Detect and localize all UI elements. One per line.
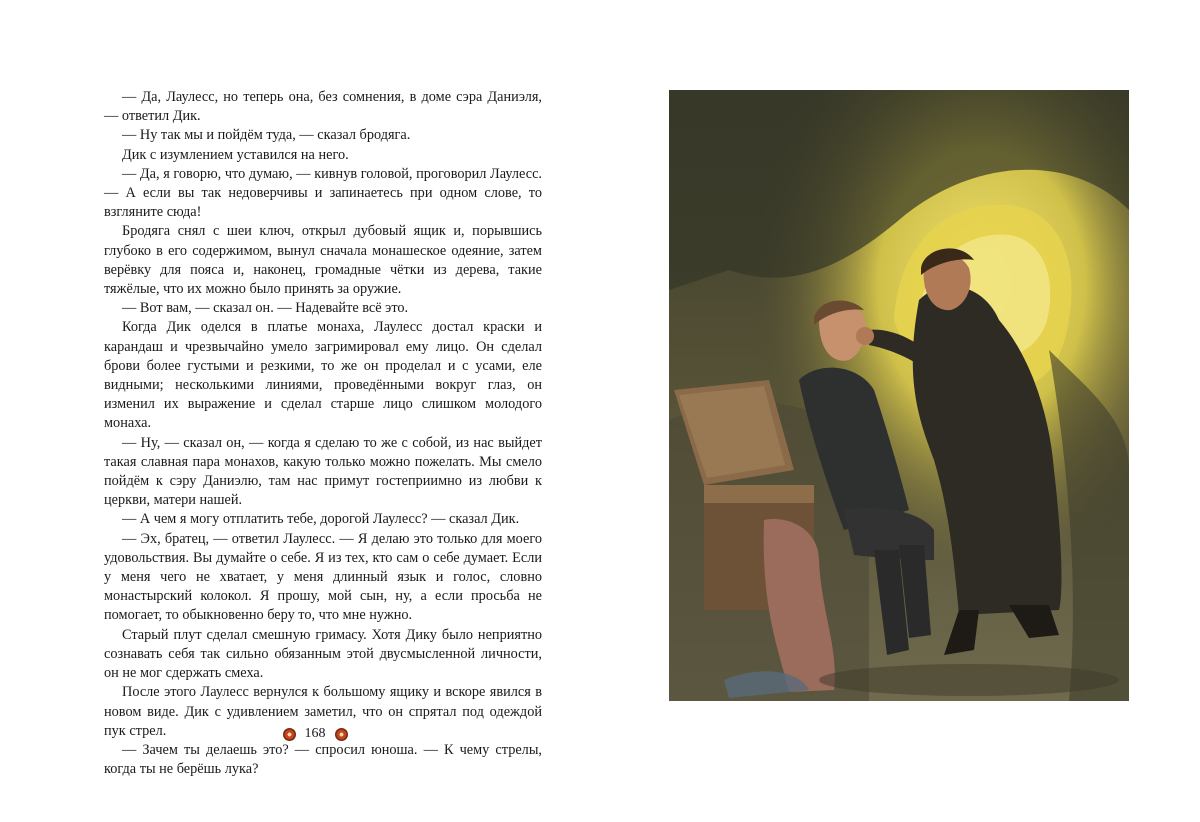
illustration bbox=[669, 90, 1129, 701]
ornament-right-icon bbox=[335, 728, 348, 741]
paragraph: Дик с изумлением уставился на него. bbox=[122, 146, 349, 163]
paragraph: После этого Лаулесс вернулся к большому ящику и вскоре явился в новом виде. Дик с удивлением заметил, что он спрятал под одеждой пук стрел. bbox=[104, 684, 542, 739]
paragraph: — Да, я говорю, что думаю, — кивнув головой, проговорил Лаулесс. — А если вы так недоверчивы и запинаетесь при одном слове, то взгляните сюда! bbox=[104, 165, 542, 221]
paragraph: — Да, Лаулесс, но теперь она, без сомнения, в доме сэра Даниэля, — ответил Дик. bbox=[104, 89, 542, 125]
page-number-text: 168 bbox=[304, 726, 326, 741]
page-number bbox=[270, 724, 360, 744]
cave-painting bbox=[669, 90, 1129, 701]
paragraph: — Эх, братец, — ответил Лаулесс. — Я делаю это только для моего удовольствия. Вы думайте о себе. Я из тех, кто сам о себе думает. Если у меня чего не хватает, у меня длинный язык и голос, словно монастырский колокол. Я прошу, мой сын, ну, а если просьба не помогает, то обыкновенно беру то, что мне нужно. bbox=[104, 530, 542, 624]
left-page-text bbox=[104, 88, 542, 779]
paragraph: Когда Дик оделся в платье монаха, Лаулесс достал краски и карандаш и чрезвычайно умело загримировал ему лицо. Он сделал брови более густыми и резкими, то же он проделал и с усами, еле видными; несколькими линиями, проведёнными вокруг глаз, он изменил их выражение и сделал старше лицо слишком молодого монаха. bbox=[104, 319, 542, 432]
paragraph: — Зачем ты делаешь это? — спросил юноша. — К чему стрелы, когда ты не берёшь лука? bbox=[104, 741, 542, 778]
paragraph: — Ну так мы и пойдём туда, — сказал бродяга. bbox=[122, 127, 411, 144]
paragraph: Бродяга снял с шеи ключ, открыл дубовый ящик и, порывшись глубоко в его содержимом, вынул сначала монашеское одеяние, затем верёвку для пояса и, наконец, громадные чётки из дерева, такие тяжёлые, что их можно было принять за оружие. bbox=[104, 223, 542, 298]
paragraph: — Вот вам, — сказал он. — Надевайте всё это. bbox=[122, 300, 409, 317]
paragraph: Старый плут сделал смешную гримасу. Хотя Дику было неприятно сознавать себя так сильно обязанным этой двусмысленной личности, он не мог сдержать смеха. bbox=[104, 626, 542, 682]
paragraph: — Ну, — сказал он, — когда я сделаю то же с собой, из нас выйдет такая славная пара монахов, какую только можно пожелать. Мы смело пойдём к сэру Даниэлю, там нас примут гостеприимно из любви к церкви, матери нашей. bbox=[104, 434, 542, 509]
paragraph: — А чем я могу отплатить тебе, дорогой Лаулесс? — сказал Дик. bbox=[122, 511, 520, 528]
ornament-left-icon bbox=[283, 728, 296, 741]
